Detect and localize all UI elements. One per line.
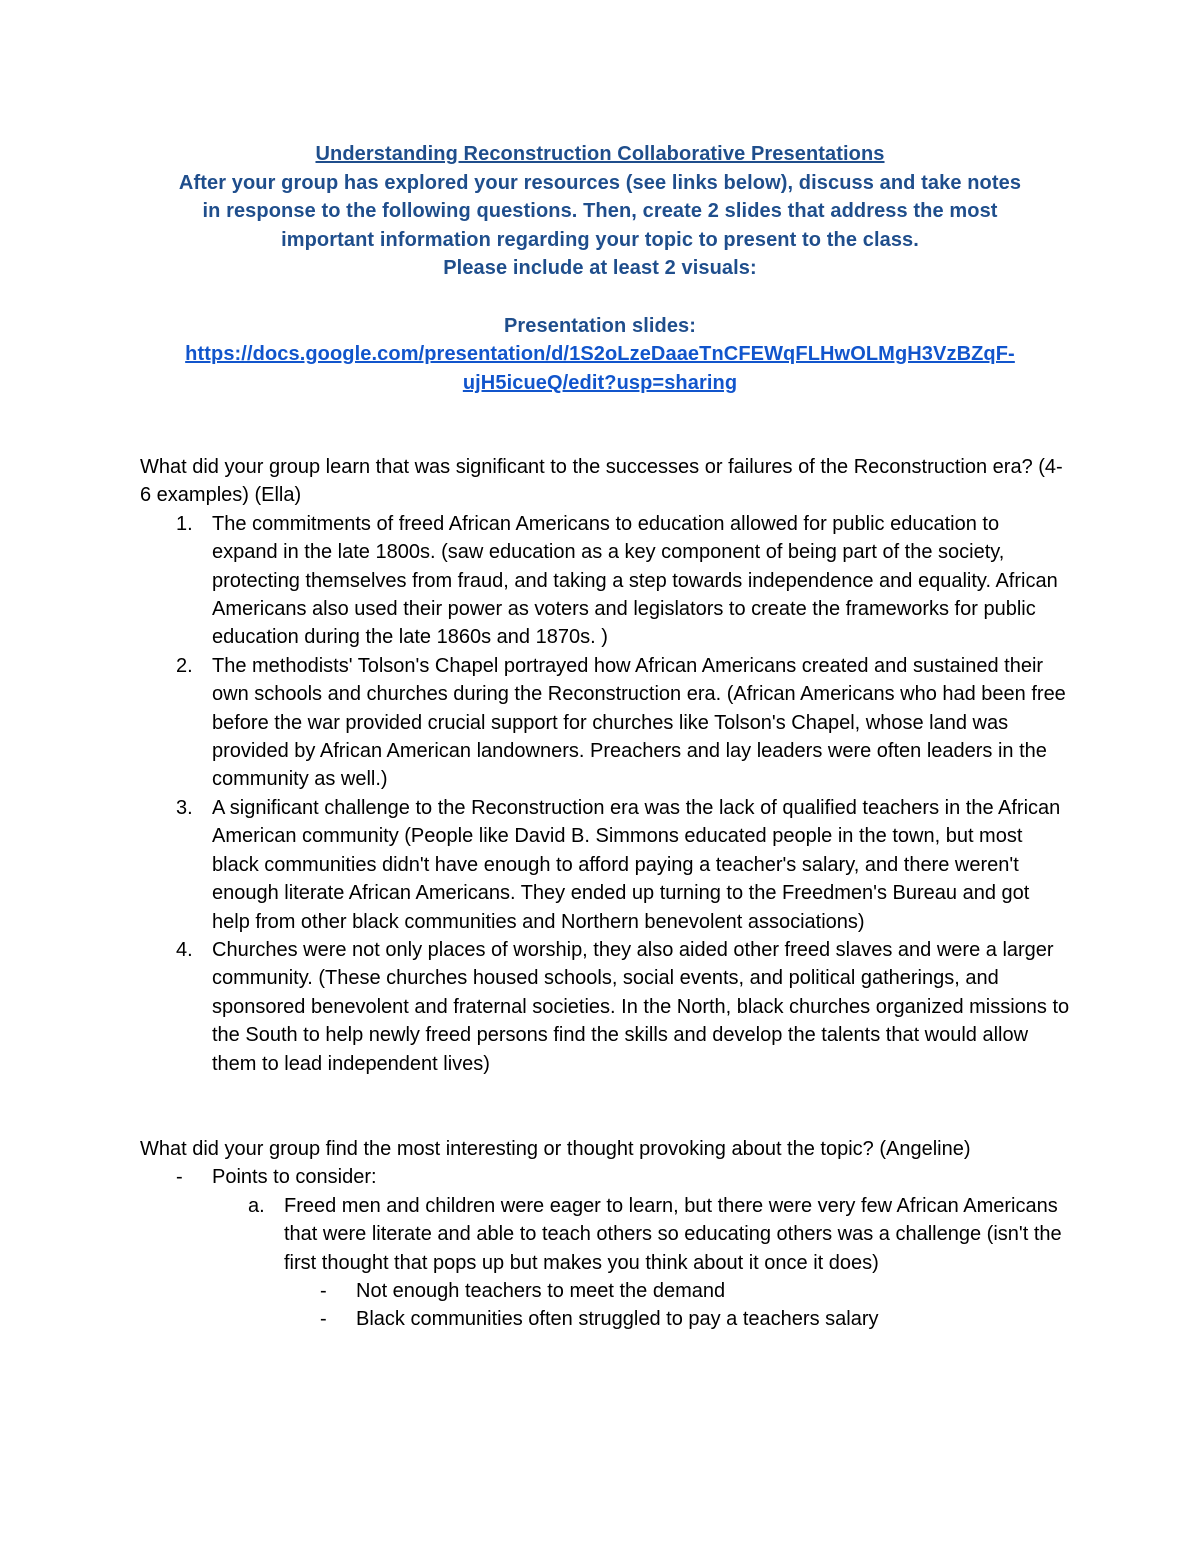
answer-text: The methodists' Tolson's Chapel portrayed how African Americans created and sustained their own schools and churches during the Reconstruction era. (African Americans who had been free before the war provided crucial support for churches like Tolson's Chapel, whose land was provided by African American landowners. Preachers and lay leaders were often leaders in the community as well.) [212, 654, 1066, 791]
dash-bullet: - [176, 1166, 183, 1189]
answer-item [140, 510, 1070, 652]
slides-link-line-1 [140, 340, 1060, 369]
bullet-item [140, 1163, 1070, 1333]
list-number: 4. [176, 938, 193, 961]
detail-item [284, 1277, 1070, 1305]
slides-link-line-2 [140, 369, 1060, 398]
detail-text: Black communities often struggled to pay a teachers salary [356, 1308, 879, 1331]
question-1: What did your group learn that was significant to the successes or failures of the Reconstruction era? (4-6 examples) (Ella) [140, 456, 1063, 507]
answer-text: A significant challenge to the Reconstruction era was the lack of qualified teachers in the African American community (People like David B. Simmons educated people in the town, but most black communities didn't have enough to afford paying a teacher's salary, and there weren't enough literate African Americans. They ended up turning to the Freedmen's Bureau and got help from other black communities and Northern benevolent associations) [212, 796, 1061, 933]
detail-list [284, 1277, 1070, 1334]
instructions-line-1: After your group has explored your resources (see links below), discuss and take notes [178, 171, 1022, 194]
list-number: 1. [176, 512, 193, 535]
list-number: 2. [176, 654, 193, 677]
letter-marker: a. [248, 1194, 265, 1217]
document-title: Understanding Reconstruction Collaborative Presentations [315, 143, 885, 165]
blank-line [140, 283, 1060, 312]
bullet-text: Points to consider: [212, 1166, 377, 1189]
answer-item [140, 652, 1070, 794]
instructions-line-2: in response to the following questions. Then, create 2 slides that address the most [202, 200, 998, 223]
detail-text: Not enough teachers to meet the demand [356, 1279, 726, 1302]
slides-link[interactable]: https://docs.google.com/presentation/d/1S2oLzeDaaeTnCFEWqFLHwOLMgH3VzBZqF- [185, 343, 1015, 366]
answer-item [140, 794, 1070, 936]
visuals-note: Please include at least 2 visuals: [443, 257, 757, 280]
instructions-line-3: important information regarding your topic to present to the class. [281, 228, 919, 251]
sub-point-list [212, 1192, 1070, 1334]
question-1-answers [140, 510, 1070, 1078]
dash-bullet: - [320, 1279, 327, 1302]
answer-item [140, 936, 1070, 1078]
slides-label: Presentation slides: [503, 314, 697, 337]
dash-bullet: - [320, 1308, 327, 1331]
list-number: 3. [176, 796, 193, 819]
document-body [140, 453, 1070, 1334]
answer-text: The commitments of freed African Americans to education allowed for public education to expand in the late 1800s. (saw education as a key component of being part of the society, protecting themselves from fraud, and taking a step towards independence and equality. African Americans also used their power as voters and legislators to create the frameworks for public education during the late 1860s and 1870s. ) [212, 512, 1058, 649]
document-header [140, 140, 1060, 397]
sub-point-item [212, 1192, 1070, 1334]
question-2-points [140, 1163, 1070, 1333]
slides-link-continuation[interactable]: ujH5icueQ/edit?usp=sharing [462, 371, 738, 394]
sub-point-text: Freed men and children were eager to learn, but there were very few African Americans that were literate and able to teach others so educating others was a challenge (isn't the first thought that pops up but makes you think about it once it does) [284, 1194, 1062, 1274]
question-2: What did your group find the most interesting or thought provoking about the topic? (Angeline) [140, 1137, 971, 1160]
answer-text: Churches were not only places of worship, they also aided other freed slaves and were a larger community. (These churches housed schools, social events, and political gatherings, and sponsored benevolent and fraternal societies. In the North, black churches organized missions to the South to help newly freed persons find the skills and develop the talents that would allow them to lead independent lives) [212, 938, 1070, 1075]
detail-item [284, 1305, 1070, 1333]
